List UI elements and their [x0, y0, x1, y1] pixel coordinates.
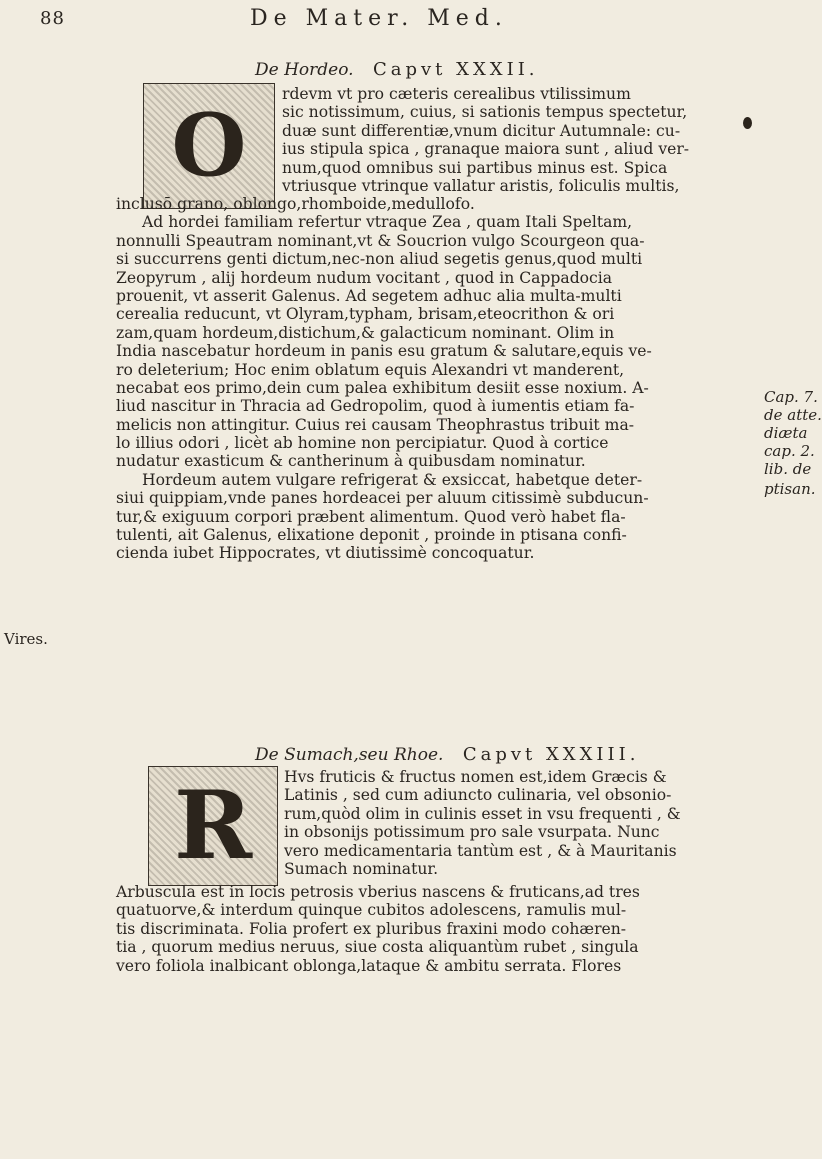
- text-line: num,quod omnibus sui partibus minus est. Spica: [282, 158, 668, 177]
- chapter-33-opening: [284, 768, 757, 878]
- text-line: vero foliola inalbicant oblonga,lataque & ambitu serrata. Flores: [116, 956, 622, 975]
- text-line: in obsonijs potissimum pro sale vsurpata. Nunc: [284, 823, 660, 842]
- text-line: siui quippiam,vnde panes hordeacei per aluum citissimè subducun-: [116, 489, 649, 508]
- text-line: vtriusque vtrinque vallatur aristis, foliculis multis,: [282, 176, 680, 195]
- text-line: sic notissimum, cuius, si sationis tempus spectetur,: [282, 103, 688, 122]
- text-line: cienda iubet Hippocrates, vt diutissimè concoquatur.: [116, 544, 535, 563]
- decorated-initial-o: [143, 83, 275, 209]
- text-line: Zeopyrum , alij hordeum nudum vocitant , quod in Cappadocia: [116, 268, 613, 287]
- ink-blot: [743, 117, 752, 129]
- text-line: tis discriminata. Folia profert ex pluribus fraxini modo cohæren-: [116, 919, 627, 938]
- text-line: lo illius odori , licèt ab homine non percipiatur. Quod à cortice: [116, 434, 609, 453]
- text-line: cerealia reducunt, vt Olyram,typham, brisam,eteocrithon & ori: [116, 305, 615, 324]
- chapter-33-body: [116, 883, 757, 975]
- chapter-number: Capvt XXXIII.: [462, 744, 640, 765]
- text-line: quatuorve,& interdum quinque cubitos adolescens, ramulis mul-: [116, 901, 627, 920]
- text-line: tulenti, ait Galenus, elixatione deponit , proinde in ptisana confi-: [116, 526, 627, 545]
- text-line: Hordeum autem vulgare refrigerat & exsiccat, habetque deter-: [142, 470, 643, 489]
- margin-note: Cap. 7.: [764, 388, 818, 406]
- text-line: prouenit, vt asserit Galenus. Ad segetem adhuc alia multa-multi: [116, 286, 622, 305]
- text-line: India nascebatur hordeum in panis esu gratum & salutare,equis ve-: [116, 342, 652, 361]
- running-head: [40, 6, 760, 36]
- text-line: ro deleterium; Hoc enim oblatum equis Alexandri vt manderent,: [116, 360, 625, 379]
- chapter-32-body: [116, 195, 757, 563]
- text-line: duæ sunt differentiæ,vnum dicitur Autumnale: cu-: [282, 121, 681, 140]
- text-line: ius stipula spica , granaque maiora sunt , aliud ver-: [282, 140, 690, 159]
- initial-letter: R: [173, 771, 253, 881]
- text-line: Ad hordei familiam refertur vtraque Zea , quam Itali Speltam,: [142, 213, 633, 232]
- chapter-number: Capvt XXXII.: [372, 59, 539, 80]
- running-title: De Mater. Med.: [250, 6, 508, 31]
- decorated-initial-r: [148, 766, 278, 886]
- chapter-heading-33: [255, 744, 639, 765]
- text-line: si succurrens genti dictum,nec-non aliud segetis genus,quod multi: [116, 250, 643, 269]
- text-line: rum,quòd olim in culinis esset in vsu frequenti , &: [284, 804, 681, 823]
- margin-note: de atte.: [764, 406, 822, 424]
- text-line: inclusō grano, oblongo,rhomboide,medullofo.: [116, 195, 475, 213]
- text-line: melicis non attingitur. Cuius rei causam Theophrastus tribuit ma-: [116, 415, 635, 434]
- margin-note: lib. de: [764, 460, 812, 478]
- text-line: liud nascitur in Thracia ad Gedropolim, quod à iumentis etiam fa-: [116, 397, 635, 416]
- text-line: Sumach nominatur.: [284, 859, 439, 878]
- text-line: Latinis , sed cum adiuncto culinaria, vel obsonio-: [284, 786, 672, 805]
- margin-note-vires: Vires.: [4, 630, 48, 648]
- text-line: nonnulli Speautram nominant,vt & Soucrion vulgo Scourgeon qua-: [116, 231, 645, 250]
- chapter-32-opening: [282, 85, 757, 195]
- chapter-subtitle: De Sumach,seu Rhoe.: [255, 745, 444, 765]
- margin-note: ptisan.: [764, 480, 816, 498]
- chapter-subtitle: De Hordeo.: [255, 60, 354, 80]
- text-line: zam,quam hordeum,distichum,& galacticum nominant. Olim in: [116, 323, 615, 342]
- text-line: tia , quorum medius neruus, siue costa aliquantùm rubet , singula: [116, 938, 639, 957]
- text-line: necabat eos primo,dein cum palea exhibitum desiit esse noxium. A-: [116, 378, 649, 397]
- text-line: Hvs fruticis & fructus nomen est,idem Græcis &: [284, 768, 667, 786]
- page-number: 88: [40, 8, 65, 29]
- text-line: Arbuscula est in locis petrosis vberius nascens & fruticans,ad tres: [116, 883, 640, 901]
- margin-note: diæta: [764, 424, 808, 442]
- margin-note: cap. 2.: [764, 442, 815, 460]
- text-line: nudatur exasticum & cantherinum à quibusdam nominatur.: [116, 452, 586, 471]
- text-line: tur,& exiguum corpori præbent alimentum. Quod verò habet fla-: [116, 507, 626, 526]
- text-line: rdevm vt pro cæteris cerealibus vtilissimum: [282, 85, 631, 103]
- chapter-heading-32: [255, 59, 539, 80]
- initial-letter: O: [171, 95, 247, 197]
- text-line: vero medicamentaria tantùm est , & à Mauritanis: [284, 841, 677, 860]
